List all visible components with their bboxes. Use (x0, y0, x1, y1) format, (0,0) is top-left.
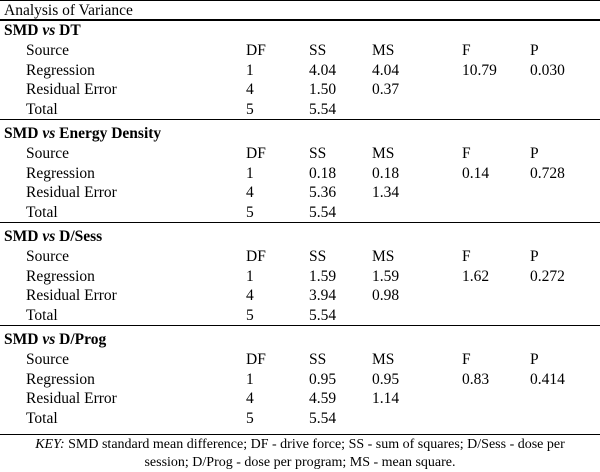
table-row (0, 203, 600, 223)
anova-section-dt (0, 21, 600, 120)
cell-source: Residual Error (26, 287, 117, 304)
cell-df: 5 (246, 100, 254, 118)
cell-ms: 0.98 (372, 287, 400, 304)
cell-df: 5 (246, 203, 254, 221)
table-row (0, 183, 600, 203)
col-ss: SS (309, 248, 327, 265)
col-p: P (530, 42, 539, 59)
cell-source: Total (26, 100, 58, 118)
cell-f: 0.83 (462, 370, 490, 388)
section-title-prefix: SMD (4, 331, 39, 348)
section-title-vs: vs (42, 125, 56, 142)
cell-source: Total (26, 409, 58, 427)
cell-source: Regression (26, 370, 95, 388)
cell-ss: 0.18 (309, 164, 337, 182)
anova-section-d-sess (0, 227, 600, 326)
col-df: DF (246, 145, 266, 162)
cell-p: 0.030 (530, 61, 565, 79)
col-ss: SS (309, 145, 327, 162)
cell-ss: 4.04 (309, 61, 337, 79)
col-df: DF (246, 351, 266, 368)
key-text-1: SMD standard mean difference; DF - drive force; SS - sum of squares; D/Sess - dose per (68, 437, 565, 452)
cell-df: 5 (246, 306, 254, 324)
cell-source: Regression (26, 267, 95, 285)
col-f: F (462, 248, 471, 265)
cell-ms: 0.37 (372, 81, 400, 98)
anova-section-energy-density (0, 124, 600, 223)
cell-ms: 1.59 (372, 267, 400, 285)
key-text-2: session; D/Prog - dose per program; MS - mean square. (144, 455, 456, 470)
cell-ms: 0.95 (372, 370, 400, 388)
section-title-target: Energy Density (59, 125, 162, 142)
table-row (0, 286, 600, 306)
cell-ms: 0.18 (372, 164, 400, 182)
table-row (0, 370, 600, 390)
cell-ss: 0.95 (309, 370, 337, 388)
col-f: F (462, 42, 471, 59)
col-ms: MS (372, 248, 395, 265)
cell-p: 0.414 (530, 370, 565, 388)
cell-ss: 5.54 (309, 100, 337, 118)
cell-df: 4 (246, 287, 254, 304)
cell-df: 4 (246, 184, 254, 201)
cell-df: 1 (246, 61, 254, 79)
anova-section-d-prog (0, 330, 600, 428)
table-row (0, 80, 600, 100)
cell-ss: 5.54 (309, 409, 337, 427)
col-df: DF (246, 42, 266, 59)
cell-ss: 1.50 (309, 81, 337, 98)
cell-p: 0.728 (530, 164, 565, 182)
cell-df: 4 (246, 390, 254, 407)
section-title-vs: vs (42, 22, 56, 39)
col-source: Source (26, 248, 70, 265)
cell-f: 0.14 (462, 164, 490, 182)
table-key-footnote (0, 434, 600, 472)
cell-df: 4 (246, 81, 254, 98)
header-row (0, 144, 600, 164)
section-title-prefix: SMD (4, 22, 39, 39)
col-source: Source (26, 145, 70, 162)
cell-ss: 4.59 (309, 390, 337, 407)
cell-f: 10.79 (462, 61, 497, 79)
col-ms: MS (372, 42, 395, 59)
cell-source: Total (26, 203, 58, 221)
col-ms: MS (372, 351, 395, 368)
cell-source: Total (26, 306, 58, 324)
col-p: P (530, 351, 539, 368)
section-title (0, 330, 600, 350)
col-ss: SS (309, 351, 327, 368)
cell-source: Residual Error (26, 81, 117, 98)
cell-ms: 1.34 (372, 184, 400, 201)
cell-df: 1 (246, 370, 254, 388)
table-row (0, 306, 600, 326)
header-row (0, 41, 600, 61)
header-row (0, 350, 600, 370)
cell-source: Regression (26, 61, 95, 79)
cell-ms: 1.14 (372, 390, 400, 407)
cell-source: Residual Error (26, 390, 117, 407)
cell-source: Regression (26, 164, 95, 182)
col-f: F (462, 145, 471, 162)
col-ms: MS (372, 145, 395, 162)
section-title (0, 227, 600, 247)
table-row (0, 267, 600, 287)
cell-f: 1.62 (462, 267, 490, 285)
table-row (0, 409, 600, 429)
key-label: KEY: (35, 437, 65, 452)
cell-df: 5 (246, 409, 254, 427)
col-f: F (462, 351, 471, 368)
cell-ss: 5.36 (309, 184, 337, 201)
cell-ss: 1.59 (309, 267, 337, 285)
col-source: Source (26, 351, 70, 368)
table-row (0, 100, 600, 120)
table-row (0, 164, 600, 184)
cell-ss: 5.54 (309, 306, 337, 324)
table-row (0, 389, 600, 409)
section-title (0, 21, 600, 41)
cell-ms: 4.04 (372, 61, 400, 79)
section-title-target: D/Sess (59, 228, 103, 245)
section-title-vs: vs (42, 228, 56, 245)
col-p: P (530, 145, 539, 162)
section-title-target: DT (59, 22, 81, 39)
cell-ss: 5.54 (309, 203, 337, 221)
cell-source: Residual Error (26, 184, 117, 201)
section-title-prefix: SMD (4, 125, 39, 142)
col-p: P (530, 248, 539, 265)
cell-p: 0.272 (530, 267, 565, 285)
header-row (0, 247, 600, 267)
section-title-vs: vs (42, 331, 56, 348)
table-title: Analysis of Variance (0, 0, 600, 21)
key-line-1 (0, 436, 600, 454)
section-title (0, 124, 600, 144)
col-ss: SS (309, 42, 327, 59)
cell-df: 1 (246, 267, 254, 285)
cell-df: 1 (246, 164, 254, 182)
col-source: Source (26, 42, 70, 59)
col-df: DF (246, 248, 266, 265)
section-title-prefix: SMD (4, 228, 39, 245)
table-row (0, 61, 600, 81)
cell-ss: 3.94 (309, 287, 337, 304)
section-title-target: D/Prog (59, 331, 107, 348)
